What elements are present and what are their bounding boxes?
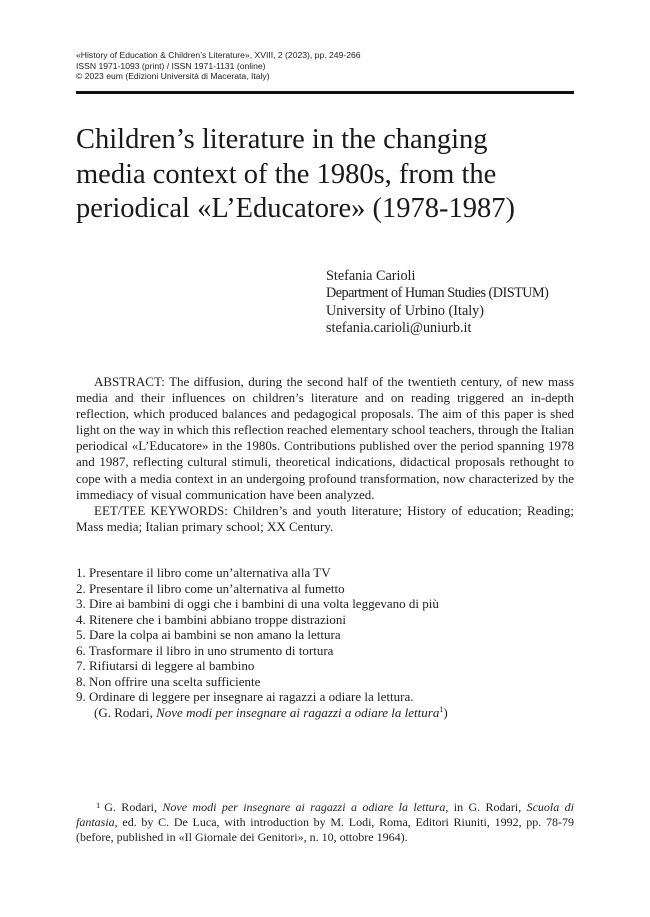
footnote-part-2: , in G. Rodari, [445,800,527,814]
footnote-part-1: G. Rodari, [104,800,163,814]
footnote-mark: 1 [96,800,101,810]
copyright-line: © 2023 eum (Edizioni Università di Macerata, Italy) [76,71,270,82]
author-email[interactable]: stefania.carioli@uniurb.it [326,320,472,337]
author-block [326,268,548,338]
footnote-section [76,798,574,845]
footnote-part-3: , ed. by C. De Luca, with introduction by M. Lodi, Roma, Editori Riuniti, 1992, pp. 78-79 (before, published in «Il Giornale dei Genitori», n. 10, ottobre 1964). [76,815,574,844]
title-line-2: media context of the 1980s, from the [76,158,497,190]
footnote-text [76,798,574,845]
list-item: 6. Trasformare il libro in uno strumento di tortura [76,642,334,658]
abstract-section [76,374,574,535]
author-university: University of Urbino (Italy) [326,302,484,319]
author-name: Stefania Carioli [326,268,416,284]
list-item: 4. Ritenere che i bambini abbiano troppe distrazioni [76,611,347,627]
author-department: Department of Human Studies (DISTUM) [326,285,549,302]
issn-line: ISSN 1971-1093 (print) / ISSN 1971-1131 (online) [76,60,266,71]
header-rule [76,91,574,94]
list-item: 3. Dire ai bambini di oggi che i bambini di una volta leggevano di più [76,596,439,611]
list-item: 1. Presentare il libro come un’alternativa alla TV [76,565,331,580]
list-item: 8. Non offrire una scelta sufficiente [76,673,261,689]
footnote-title-2: Scuola di fantasia [76,800,574,829]
journal-header [76,50,361,82]
journal-citation: «History of Education & Children’s Literature», XVIII, 2 (2023), pp. 249-266 [76,50,361,60]
list-item: 9. Ordinare di leggere per insegnare ai ragazzi a odiare la lettura. [76,689,414,704]
footnote-title-1: Nove modi per insegnare ai ragazzi a odiare la lettura [162,800,446,814]
citation-suffix: ) [443,704,448,720]
rodari-citation [76,705,576,721]
abstract-text: ABSTRACT: The diffusion, during the second half of the twentieth century, of new mass media and their influences on children’s literature and on reading triggered an in-depth reflection, which produced balances and pedagogical proposals. The aim of this paper is shed light on the way in which this reflection reached elementary school teachers, through the Italian periodical «L’Educatore» in the 1980s. Contributions published over the period spanning 1978 and 1987, reflecting cultural stimuli, theoretical indications, didactical proposals rethought to cope with a media context in an undergoing profound transformation, now characterized by the immediacy of visual communication have been analyzed. [76,374,574,502]
article-title [76,123,576,227]
title-line-3: periodical «L’Educatore» (1978-1987) [76,193,515,224]
list-item: 5. Dare la colpa ai bambini se non amano la lettura [76,627,341,642]
title-line-1: Children’s literature in the changing [76,124,488,155]
list-item: 7. Rifiutarsi di leggere al bambino [76,658,255,673]
citation-prefix: (G. Rodari, [94,704,157,720]
footnote-reference[interactable]: 1 [439,704,444,714]
list-item: 2. Presentare il libro come un’alternativa al fumetto [76,580,345,596]
keywords-text: EET/TEE KEYWORDS: Children’s and youth literature; History of education; Reading; Mass media; Italian primary school; XX Century. [76,502,574,534]
citation-title: Nove modi per insegnare ai ragazzi a odiare la lettura [156,704,440,720]
rodari-list [76,565,576,720]
